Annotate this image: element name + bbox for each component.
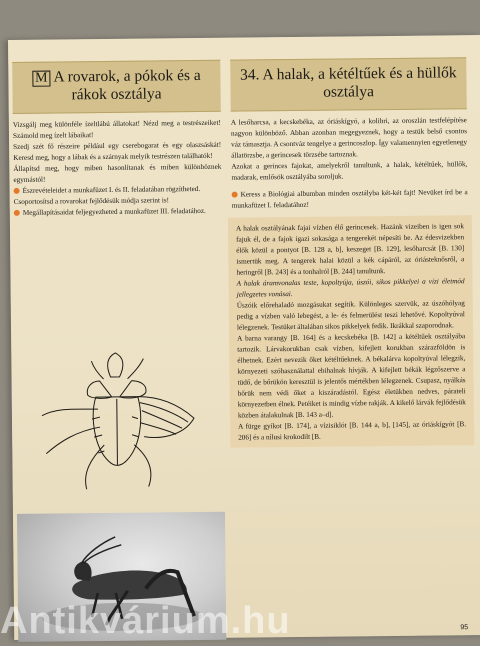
book-page [8, 35, 480, 640]
right-heading [230, 57, 467, 111]
task-bullet: Észrevételeidet a munkafüzet I. és II. feladatában rögzítheted. [14, 184, 222, 197]
right-paragraph: A halak áramvonalas teste, kopoltyúja, úszói, sikos pikkelyei a vízi életmód jellegzetes vonásai. [236, 277, 465, 299]
right-paragraph: Úszóik előrehaladó mozgásukat segítik. Különleges szervük, az úszóhólyag pedig a vízben való lebegést, a le- és felmerülést teszi lehetővé. Kopoltyúval lélegzenek. Testüket általában sikos pikkelyek fedik. Ikrákkal szaporodnak. [236, 299, 465, 332]
task-bullet: Keress a Biológiai albumban minden osztályba két-két fajt! Nevüket írd be a munkafüzet I. feladatához! [231, 188, 468, 210]
beetle-illustration [15, 336, 225, 506]
left-paragraph: Állapítsd meg, hogy miben hasonlítanak és miben különböznek egymástól! [13, 162, 222, 184]
task-bullet: Megállapításaidat feljegyezheted a munkafüzet III. feladatához. [14, 206, 222, 219]
chapter-mark: M [32, 71, 51, 87]
left-paragraph: Szedj szét fő részeire például egy cserebogarat és egy olaszsáskát! Keresd meg, hogy a lábak és a szárnyak melyik testrészen találhatók! [13, 140, 222, 162]
right-paragraph: A halak osztályának fajai vízben élő gerincesek. Hazánk vizeiben is igen sok fajuk él, de a fajok igazi sokasága a tengerekét népesíti be. Az édesvizekben élők közül a pontyot [B. 128 a, b], keszeget [B. 129], lesőharcsát [B. 130] ismertük meg. A tengerek halai közül a kék cápáról, az óriásteknősről, a heringről [B. 243] és a tonhalról [B. 244] tanultunk. [235, 222, 465, 277]
watermark-logo: Antikvárium.hu [0, 600, 291, 642]
right-paragraph: A fürge gyíkot [B. 174], a vízisiklót [B. 144 a, b], [145], az óriáskígyót [B. 206] és a nílusi krokodilt [B. [238, 420, 467, 442]
right-paragraph: A lesőharcsa, a kecskebéka, az óriáskígyó, a kolibri, az oroszlán testfelépítése nagyon különböző. Abban azonban megegyeznek, hogy a testük belső csontos váz támasztja. A csontváz tengelye a gerincoszlop. Így valamennyien egyetlenegy állatörzsbe, a gerincesek törzsébe tartoznak. [230, 116, 468, 160]
right-column [230, 57, 470, 447]
left-column [12, 60, 222, 219]
left-heading [12, 60, 221, 114]
page-number: 95 [460, 624, 469, 632]
highlight-box [228, 215, 474, 448]
right-paragraph: A barna varangy [B. 164] és a kecskebéka [B. 142] a kétéltűek osztályába tartozik. Lárvakorukban csak vízben, kifejlett korukban szárazföldön is élhetnek. Ezért nevezik őket kétéltűeknek. A békalárva kopoltyúval lélegzik, környezeti szóhasználattal ebihalnak hívják. A kifejlett békák légzőszerve a tüdő, de bőrükön keresztül is jelentős mértékben lélegzenek. Csupasz, nyálkás bőrük nem védi őket a kiszáradástól. Egész életükben nedves, párateli környezetben élnek. Petéiket is mindig vízbe rakják. A kikelő lárvák fejlődésük közben átalakulnak [B. 143 a–d]. [237, 332, 466, 420]
left-title: A rovarok, a pókok és a rákok osztálya [53, 66, 201, 104]
left-paragraph: Csoportosítsd a rovarokat fejlődésük módja szerint is! [13, 196, 170, 206]
right-title: 34. A halak, a kétéltűek és a hüllők osztálya [240, 64, 457, 101]
right-paragraph: Azokat a gerinces fajokat, amelyekről tanultunk, a halak, kétéltűek, hüllők, madarak, emlősök osztályába soroljuk. [231, 160, 468, 182]
left-paragraph: Vizsgálj meg különféle ízeltlábú állatokat! Nézd meg a testrészeiket! Számold meg ízelt lábaikat! [12, 118, 221, 140]
